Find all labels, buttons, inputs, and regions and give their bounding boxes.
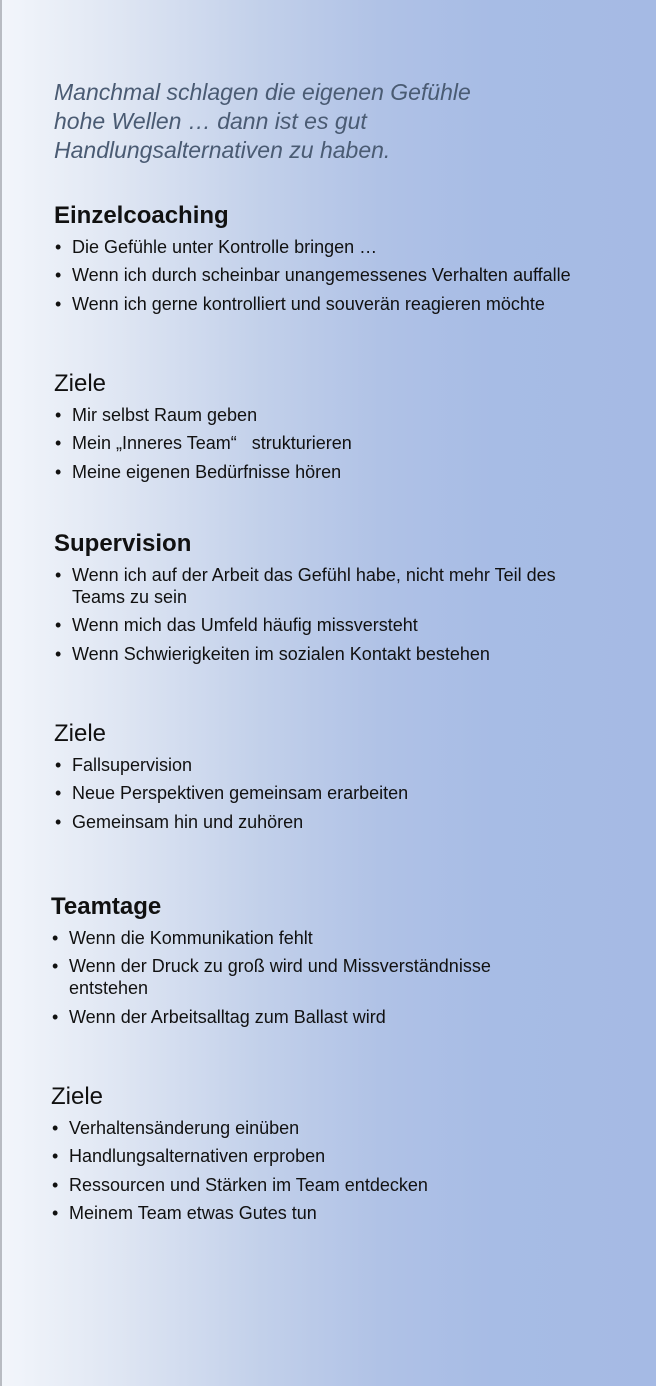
section-heading-ziele: Ziele <box>51 1083 104 1110</box>
list-item: • Fallsupervision <box>54 754 624 776</box>
section-heading-ziele: Ziele <box>54 370 107 397</box>
list-item: • Wenn mich das Umfeld häufig missversteht <box>54 614 594 636</box>
list-item: • Mir selbst Raum geben <box>54 404 624 426</box>
tagline: Manchmal schlagen die eigenen Gefühle hohe Wellen … dann ist es gut Handlungsalternativen zu haben. <box>54 79 471 163</box>
bullet-list-ziele-coaching <box>54 404 624 483</box>
list-item: • Handlungsalternativen erproben <box>51 1145 621 1167</box>
list-item: • Neue Perspektiven gemeinsam erarbeiten <box>54 782 624 804</box>
list-item: • Wenn ich auf der Arbeit das Gefühl habe, nicht mehr Teil des Teams zu sein <box>54 564 594 608</box>
section-heading-teamtage: Teamtage <box>51 893 162 920</box>
bullet-list-einzelcoaching <box>54 236 624 315</box>
list-item: • Gemeinsam hin und zuhören <box>54 811 624 833</box>
bullet-list-ziele-supervision <box>54 754 624 833</box>
list-item: • Mein „Inneres Team“ strukturieren <box>54 432 624 454</box>
page-edge <box>0 0 2 1386</box>
section-ziele-supervision <box>54 719 624 839</box>
list-item: • Ressourcen und Stärken im Team entdecken <box>51 1174 621 1196</box>
section-supervision <box>54 529 594 671</box>
list-item: • Meinem Team etwas Gutes tun <box>51 1202 621 1224</box>
list-item: • Wenn ich gerne kontrolliert und souverän reagieren möchte <box>54 293 624 315</box>
list-item: • Wenn der Druck zu groß wird und Missverständnisse entstehen <box>51 955 531 999</box>
section-heading-einzelcoaching: Einzelcoaching <box>54 202 229 229</box>
bullet-list-ziele-teamtage <box>51 1117 621 1224</box>
section-ziele-teamtage <box>51 1082 621 1230</box>
list-item: • Die Gefühle unter Kontrolle bringen … <box>54 236 624 258</box>
list-item: • Verhaltensänderung einüben <box>51 1117 621 1139</box>
list-item: • Meine eigenen Bedürfnisse hören <box>54 461 624 483</box>
bullet-list-teamtage <box>51 927 531 1028</box>
section-ziele-coaching <box>54 369 624 489</box>
section-heading-supervision: Supervision <box>54 530 192 557</box>
list-item: • Wenn Schwierigkeiten im sozialen Kontakt bestehen <box>54 643 594 665</box>
list-item: • Wenn der Arbeitsalltag zum Ballast wird <box>51 1006 531 1028</box>
list-item: • Wenn die Kommunikation fehlt <box>51 927 531 949</box>
list-item: • Wenn ich durch scheinbar unangemessenes Verhalten auffalle <box>54 264 624 286</box>
section-einzelcoaching <box>54 201 624 321</box>
section-teamtage <box>51 892 531 1034</box>
bullet-list-supervision <box>54 564 594 665</box>
section-heading-ziele: Ziele <box>54 720 107 747</box>
